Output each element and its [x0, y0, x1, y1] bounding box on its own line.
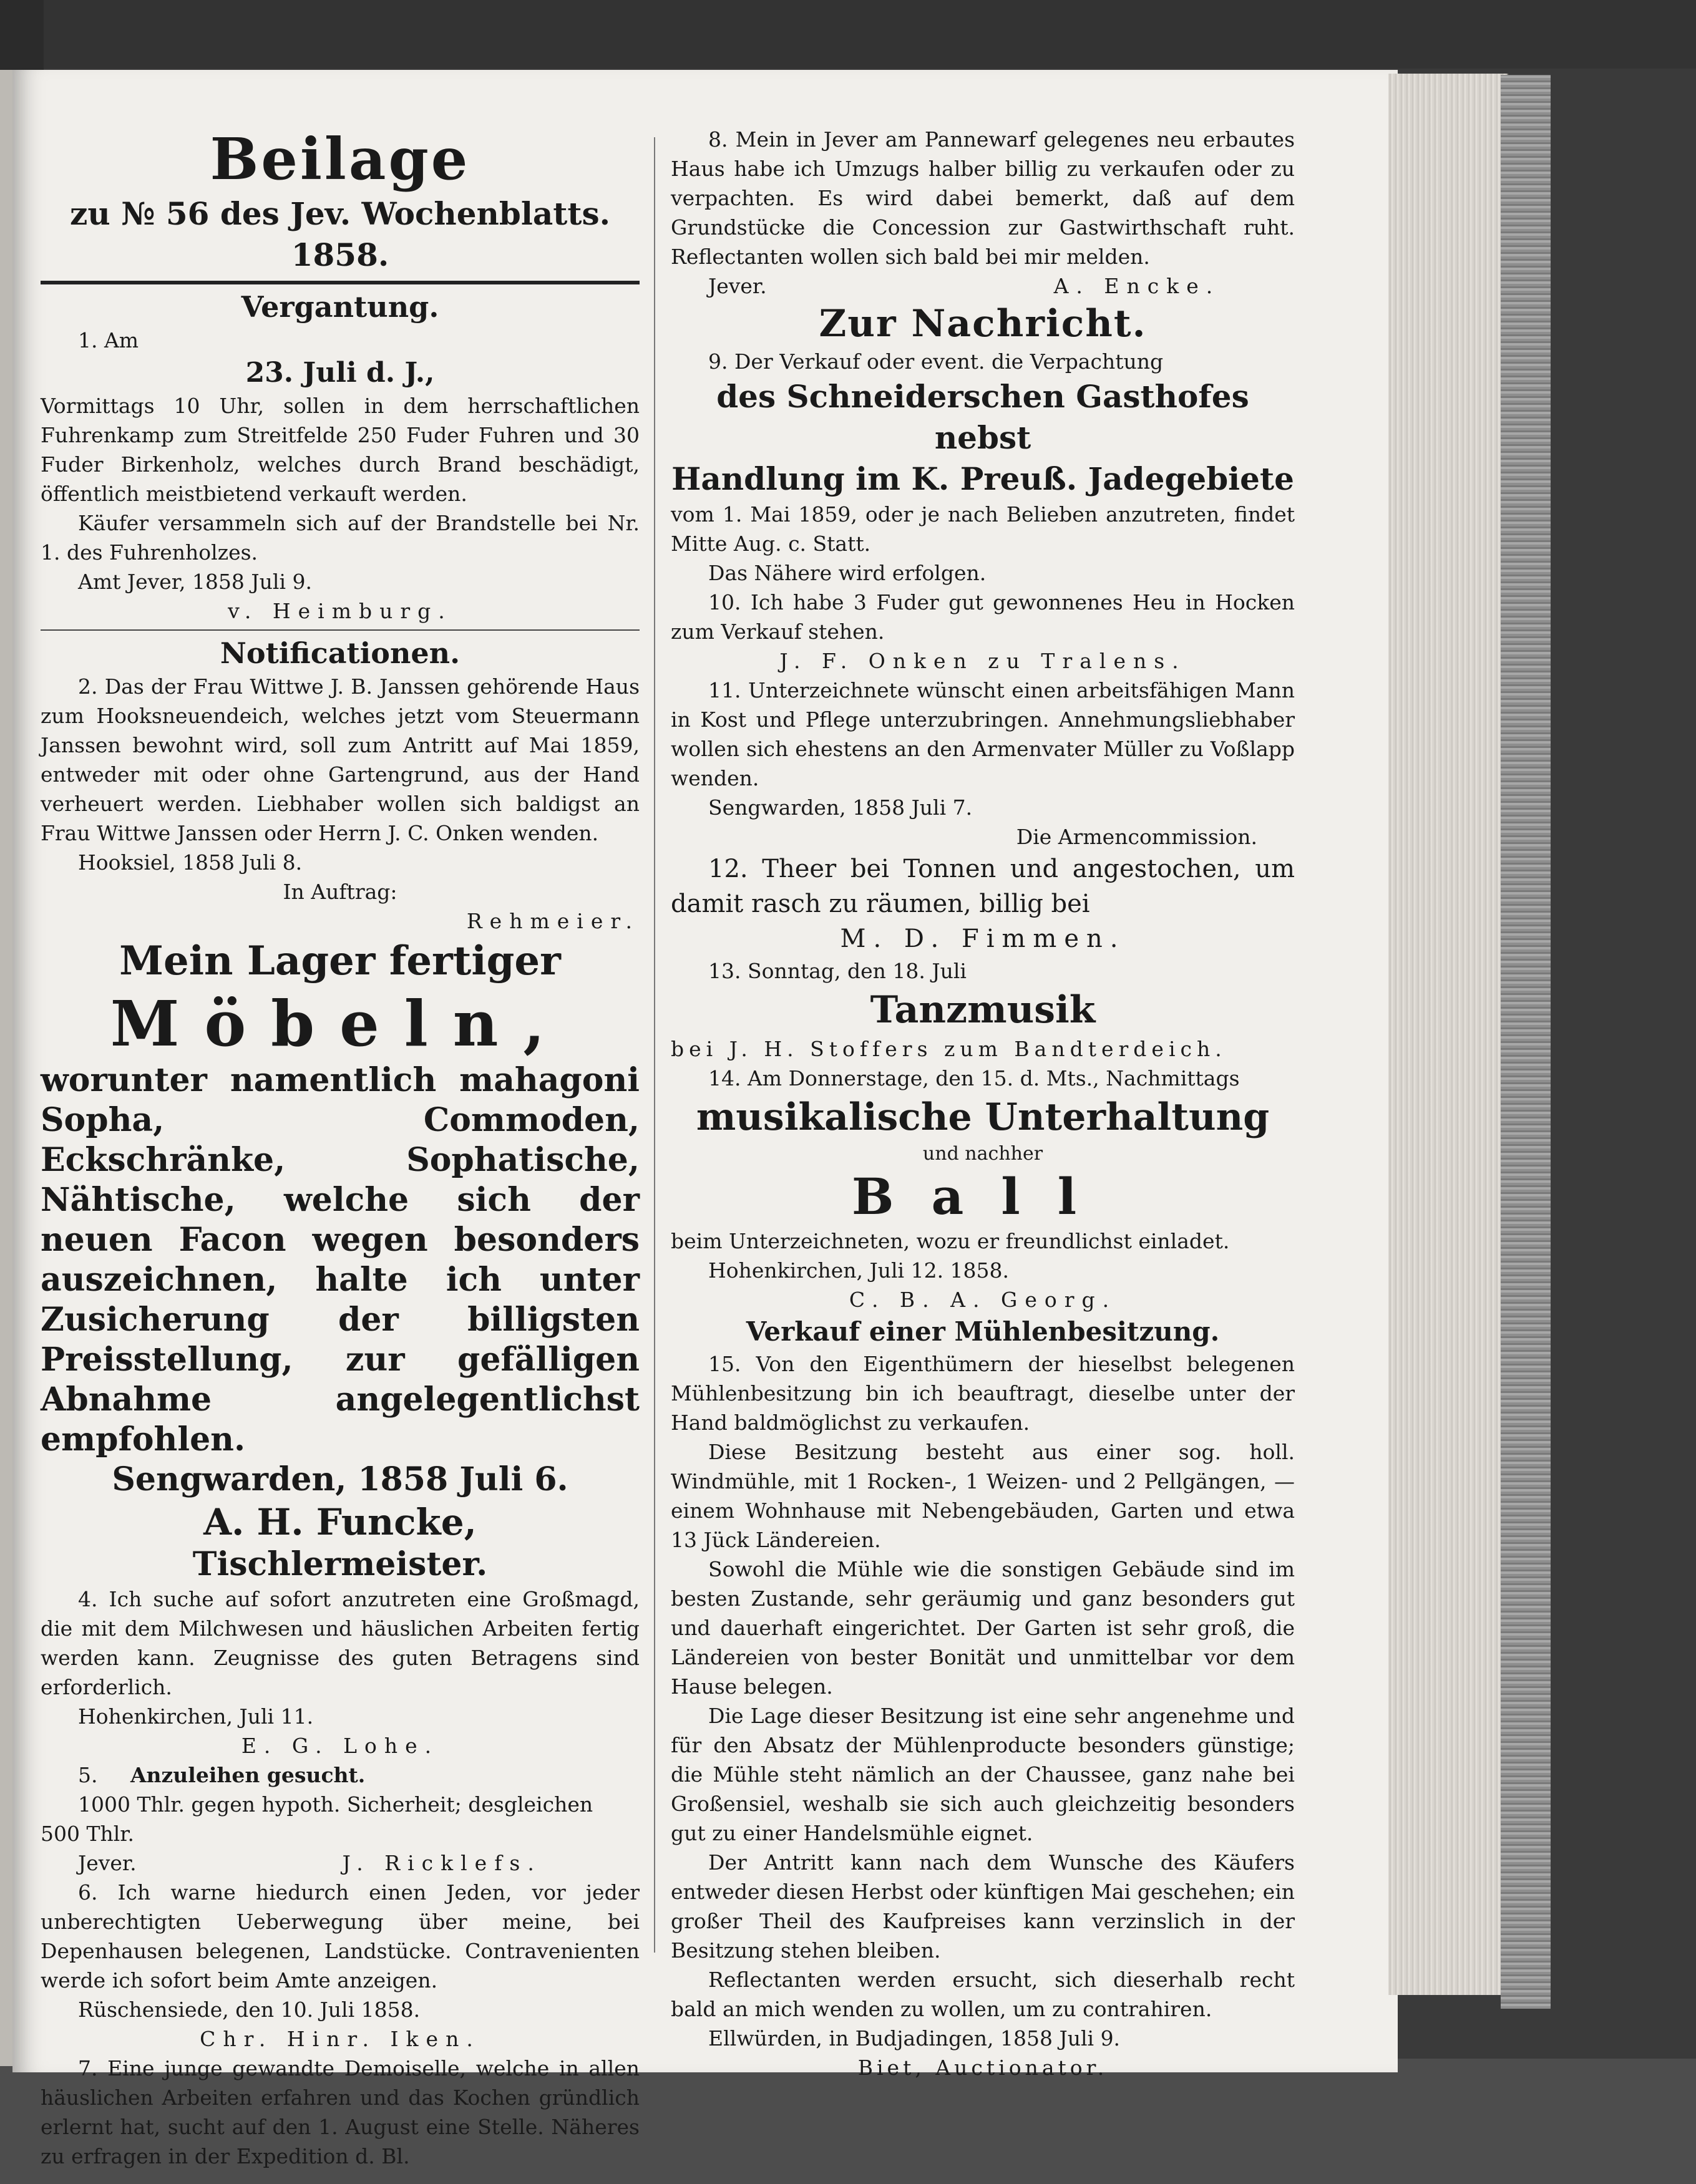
notif-heading: Notificationen.: [220, 636, 461, 670]
item4-sign: E. G. Lohe.: [241, 1734, 439, 1758]
item5-place: Jever.: [78, 1851, 137, 1875]
item10-body: 10. Ich habe 3 Fuder gut gewonnenes Heu in Hocken zum Verkauf stehen.: [671, 590, 1295, 644]
header-rule: [41, 281, 640, 284]
moebel-line1: Mein Lager fertiger: [119, 938, 561, 984]
moebel-name: A. H. Funcke,: [203, 1501, 477, 1543]
notif-place: Hooksiel, 1858 Juli 8.: [78, 850, 303, 875]
rule: [41, 629, 640, 631]
item14-und: und nachher: [922, 1143, 1043, 1165]
moebel-place: Sengwarden, 1858 Juli 6.: [112, 1460, 568, 1498]
item8-body: 8. Mein in Jever am Pannewarf gelegenes neu erbautes Haus habe ich Umzugs halber billig zu verkaufen oder zu verpachten. Es wird dabei bemerkt, daß auf dem Grundstücke die Concession zur Gastwirthschaft ruht. Reflectanten wollen sich bald bei mir melden.: [671, 127, 1295, 269]
vergantung-body: Vormittags 10 Uhr, sollen in dem herrschaftlichen Fuhrenkamp zum Streitfelde 250 Fuder Fuhren und 30 Fuder Birkenholz, welches durch Brand beschädigt, öffentlich meistbietend verkauft werden.: [41, 394, 640, 506]
vergantung-date: 23. Juli d. J.,: [245, 357, 435, 389]
item8-place: Jever.: [708, 274, 767, 298]
nachricht-note: Das Nähere wird erfolgen.: [708, 561, 987, 585]
book-cover-edge: [1501, 75, 1551, 2009]
page-subtitle: zu № 56 des Jev. Wochenblatts. 1858.: [69, 195, 610, 273]
item12-body: 12. Theer bei Tonnen und angestochen, um damit rasch zu räumen, billig bei: [671, 855, 1295, 918]
notif-sign: Rehmeier.: [466, 909, 640, 933]
item8-sign: A. Encke.: [1053, 274, 1221, 298]
item15-heading: Verkauf einer Mühlenbesitzung.: [746, 1316, 1220, 1347]
moebel-body: worunter namentlich mahagoni Sopha, Commoden, Eckschränke, Sophatische, Nähtische, welche sich der neuen Facon wegen besonders auszeichnen, halte ich unter Zusicherung der billigsten Preisstellung, zur gefälligen Abnahme angelegentlichst empfohlen.: [41, 1061, 640, 1458]
right-column: [671, 125, 1295, 2082]
item14-intro: 14. Am Donnerstage, den 15. d. Mts., Nachmittags: [708, 1066, 1240, 1090]
item6-sign: Chr. Hinr. Iken.: [200, 2027, 480, 2051]
item11-sign: Die Armencommission.: [1016, 825, 1257, 849]
item6-body: 6. Ich warne hiedurch einen Jeden, vor jeder unberechtigten Ueberwegung über meine, bei Depenhausen belegenen, Landstücke. Contravenienten werde ich sofort beim Amte anzeigen.: [41, 1880, 640, 1992]
item13-heading: Tanzmusik: [870, 988, 1096, 1032]
column-divider: [654, 137, 655, 1953]
left-column: [41, 125, 640, 2171]
book-page-edges: [1388, 74, 1508, 1995]
vergantung-num: 1. Am: [78, 328, 139, 352]
item5-number: 5.: [78, 1763, 98, 1787]
item5-heading: Anzuleihen gesucht.: [130, 1763, 366, 1787]
item15-p2: Diese Besitzung besteht aus einer sog. holl. Windmühle, mit 1 Rocken-, 1 Weizen- und 2 Pellgängen, — einem Wohnhause mit Nebengebäuden, Garten und etwa 13 Jück Ländereien.: [671, 1440, 1295, 1552]
item11-place: Sengwarden, 1858 Juli 7.: [708, 795, 973, 820]
item13-intro: 13. Sonntag, den 18. Juli: [708, 959, 967, 983]
item13-line: bei J. H. Stoffers zum Bandterdeich.: [671, 1037, 1227, 1061]
nachricht-body: vom 1. Mai 1859, oder je nach Belieben anzutreten, findet Mitte Aug. c. Statt.: [671, 502, 1295, 556]
item4-place: Hohenkirchen, Juli 11.: [78, 1704, 314, 1729]
item5-footer: [41, 1848, 640, 1878]
item5-line1: 1000 Thlr. gegen hypoth. Sicherheit; desgleichen: [78, 1792, 593, 1817]
moebel-line2: Möbeln,: [110, 987, 570, 1060]
item12-sign: M. D. Fimmen.: [840, 925, 1126, 953]
scan-background-top: [0, 0, 1696, 69]
item8-footer: [671, 271, 1295, 301]
item5-num: [41, 1760, 640, 1790]
item6-place: Rüschensiede, den 10. Juli 1858.: [78, 1997, 421, 2022]
nachricht-line1: des Schneiderschen Gasthofes nebst: [716, 378, 1249, 456]
item14-heading: musikalische Unterhaltung: [696, 1095, 1270, 1139]
notif-auftrag: In Auftrag:: [283, 880, 397, 904]
item14-sign: C. B. A. Georg.: [849, 1288, 1117, 1312]
notif-body: 2. Das der Frau Wittwe J. B. Janssen gehörende Haus zum Hooksneuendeich, welches jetzt vom Steuermann Janssen bewohnt wird, soll zum Antritt auf Mai 1859, entweder mit oder ohne Gartengrund, aus der Hand verheuert werden. Liebhaber wollen sich baldigst an Frau Wittwe Janssen oder Herrn J. C. Onken wenden.: [41, 674, 640, 845]
nachricht-line2: Handlung im K. Preuß. Jadegebiete: [671, 460, 1294, 497]
page-title: Beilage: [210, 125, 470, 193]
nachricht-heading: Zur Nachricht.: [819, 302, 1147, 346]
item15-sign: Biet, Auctionator.: [857, 2055, 1108, 2080]
item10-sign: J. F. Onken zu Tralens.: [779, 649, 1186, 673]
item5-sign: J. Ricklefs.: [342, 1851, 542, 1875]
vergantung-heading: Vergantung.: [241, 290, 439, 324]
item15-p3: Sowohl die Mühle wie die sonstigen Gebäude sind im besten Zustande, sehr geräumig und ganz besonders gut und dauerhaft eingerichtet. Der Garten ist sehr groß, die Ländereien von bester Bonität und unmittelbar vor dem Hause belegen.: [671, 1557, 1295, 1699]
item5-line2: 500 Thlr.: [41, 1822, 134, 1846]
vergantung-body2: Käufer versammeln sich auf der Brandstelle bei Nr. 1. des Fuhrenholzes.: [41, 511, 640, 565]
item14-place: Hohenkirchen, Juli 12. 1858.: [708, 1258, 1010, 1283]
item14-body: beim Unterzeichneten, wozu er freundlichst einladet.: [671, 1229, 1230, 1253]
item15-p4: Die Lage dieser Besitzung ist eine sehr angenehme und für den Absatz der Mühlenproducte besonders günstige; die Mühle steht nämlich an der Chaussee, ganz nahe bei Großensiel, weshalb sie sich auch gleichzeitig besonders gut zu einer Handelsmühle eignet.: [671, 1704, 1295, 1845]
item15-p5: Der Antritt kann nach dem Wunsche des Käufers entweder diesen Herbst oder künftigen Mai geschehen; ein großer Theil des Kaufpreises kann verzinslich in der Besitzung stehen bleiben.: [671, 1850, 1295, 1963]
item15-p1: 15. Von den Eigenthümern der hieselbst belegenen Mühlenbesitzung bin ich beauftragt, dieselbe unter der Hand baldmöglichst zu verkaufen.: [671, 1352, 1295, 1435]
item7-body: 7. Eine junge gewandte Demoiselle, welche in allen häuslichen Arbeiten erfahren und das Kochen gründlich erlernt hat, sucht auf den 1. August eine Stelle. Näheres zu erfragen in der Expedition d. Bl.: [41, 2056, 640, 2168]
item11-body: 11. Unterzeichnete wünscht einen arbeitsfähigen Mann in Kost und Pflege unterzubringen. Annehmungsliebhaber wollen sich ehestens an den Armenvater Müller zu Voßlapp wenden.: [671, 678, 1295, 790]
item4-body: 4. Ich suche auf sofort anzutreten eine Großmagd, die mit dem Milchwesen und häuslichen Arbeiten fertig werden kann. Zeugnisse des guten Betragens sind erforderlich.: [41, 1587, 640, 1699]
item15-place: Ellwürden, in Budjadingen, 1858 Juli 9.: [708, 2026, 1121, 2051]
item14-ball: Ball: [851, 1167, 1114, 1226]
vergantung-sign: v. Heimburg.: [228, 599, 452, 623]
item15-p6: Reflectanten werden ersucht, sich dieserhalb recht bald an mich wenden zu wollen, um zu contrahiren.: [671, 1968, 1295, 2021]
vergantung-place: Amt Jever, 1858 Juli 9.: [78, 570, 312, 594]
nachricht-intro: 9. Der Verkauf oder event. die Verpachtung: [708, 349, 1164, 374]
moebel-role: Tischlermeister.: [192, 1545, 488, 1583]
